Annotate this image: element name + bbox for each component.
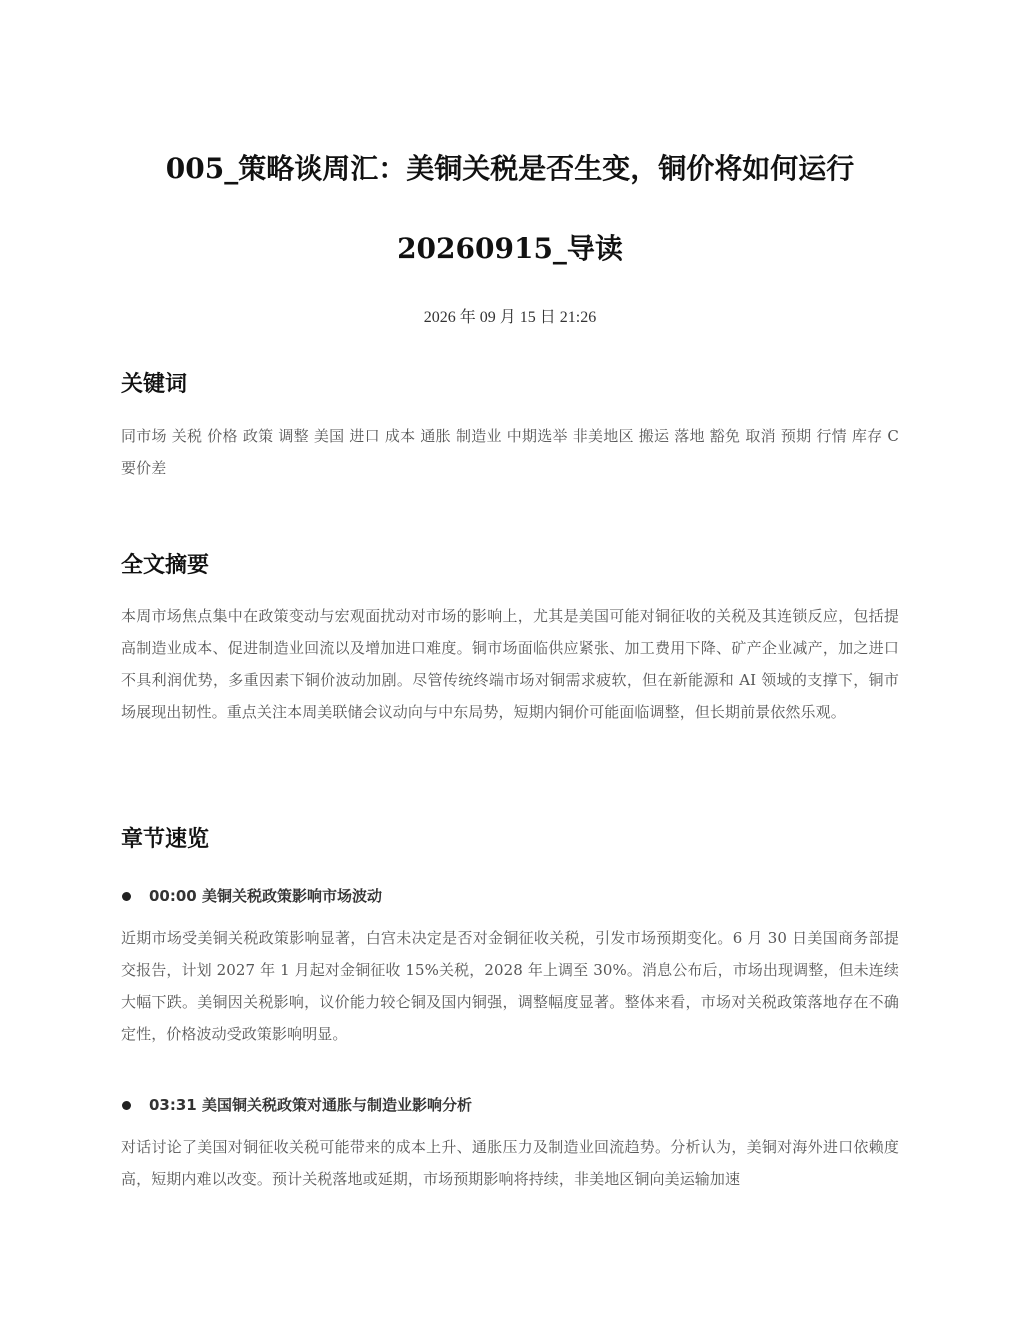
summary-heading: 全文摘要 bbox=[121, 553, 210, 578]
chapter-item-heading bbox=[121, 884, 899, 908]
chapters-heading: 章节速览 bbox=[121, 827, 210, 852]
chapter-item-heading bbox=[121, 1093, 899, 1117]
document-title-date-suffix: 20260915_导读 bbox=[397, 232, 623, 265]
chapter-title: 03:31 美国铜关税政策对通胀与制造业影响分析 bbox=[149, 1096, 472, 1114]
bullet-icon bbox=[122, 892, 131, 901]
chapter-text: 对话讨论了美国对铜征收关税可能带来的成本上升、通胀压力及制造业回流趋势。分析认为，美铜对海外进口依赖度高，短期内难以改变。预计关税落地或延期，市场预期影响将持续，非美地区铜向美运输加速 bbox=[121, 1138, 899, 1188]
keywords-heading: 关键词 bbox=[121, 372, 188, 397]
chapter-text: 近期市场受美铜关税政策影响显著，白宫未决定是否对金铜征收关税，引发市场预期变化。6 月 30 日美国商务部提交报告，计划 2027 年 1 月起对金铜征收 15%关税，2028 年上调至 30%。消息公布后，市场出现调整，但未连续大幅下跌。美铜因关税影响，议价能力较仑铜及国内铜强，调整幅度显著。整体来看，市场对关税政策落地存在不确定性，价格波动受政策影响明显。 bbox=[121, 929, 899, 1043]
publish-date: 2026 年 09 月 15 日 21:26 bbox=[423, 309, 597, 326]
summary-text: 本周市场焦点集中在政策变动与宏观面扰动对市场的影响上，尤其是美国可能对铜征收的关税及其连锁反应，包括提高制造业成本、促进制造业回流以及增加进口难度。铜市场面临供应紧张、加工费用下降、矿产企业减产，加之进口不具利润优势，多重因素下铜价波动加剧。尽管传统终端市场对铜需求疲软，但在新能源和 AI 领域的支撑下，铜市场展现出韧性。重点关注本周美联储会议动向与中东局势，短期内铜价可能面临调整，但长期前景依然乐观。 bbox=[121, 607, 899, 721]
chapter-title: 00:00 美铜关税政策影响市场波动 bbox=[149, 887, 382, 905]
document-title: 005_策略谈周汇：美铜关税是否生变，铜价将如何运行 bbox=[165, 152, 855, 185]
bullet-icon bbox=[122, 1101, 131, 1110]
keywords-text: 同市场 关税 价格 政策 调整 美国 进口 成本 通胀 制造业 中期选举 非美地区 搬运 落地 豁免 取消 预期 行情 库存 C 要价差 bbox=[121, 427, 899, 477]
